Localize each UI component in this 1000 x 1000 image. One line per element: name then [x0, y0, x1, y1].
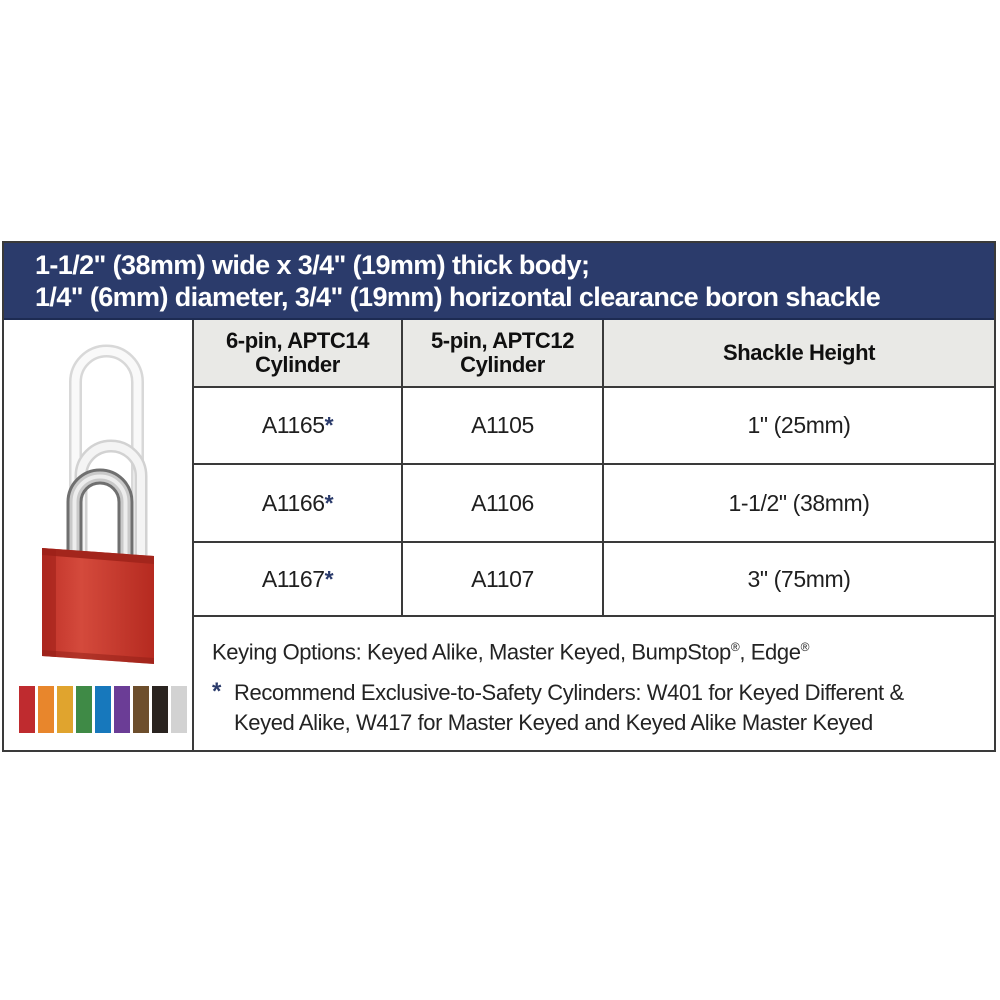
- color-swatches: [19, 686, 187, 733]
- swatch-green: [76, 686, 92, 733]
- table-row: [194, 543, 994, 617]
- header-shackle-height: Shackle Height: [722, 340, 876, 365]
- cell-code5: A1105: [403, 388, 604, 463]
- footnote-asterisk: *: [212, 678, 221, 706]
- cell-code6: A1166 *: [194, 465, 403, 541]
- table-header-row: [194, 320, 994, 388]
- registered-mark-icon: ®: [730, 640, 740, 654]
- spec-banner: [4, 243, 994, 320]
- note-text: Recommend Exclusive-to-Safety Cylinders: W401 for Keyed Different & Keyed Alike, W417 for Master Keyed and Keyed Alike Master Keyed: [234, 680, 904, 736]
- registered-mark-icon: ®: [800, 640, 810, 654]
- footnote-asterisk: *: [324, 489, 334, 516]
- table-row: [194, 465, 994, 543]
- swatch-silver: [171, 686, 187, 733]
- lock-body-icon: [42, 548, 154, 664]
- cell-code6: A1167 *: [194, 543, 403, 615]
- footnote-asterisk: *: [324, 565, 334, 592]
- swatch-brown: [133, 686, 149, 733]
- cylinder-recommendation-note: [212, 678, 980, 738]
- swatch-purple: [114, 686, 130, 733]
- padlock-illustration-icon: [4, 324, 194, 684]
- header-5pin-cylinder: 5-pin, APTC12 Cylinder: [403, 320, 604, 386]
- footnote-asterisk: *: [324, 412, 334, 438]
- cell-shackle-height: 3" (75mm): [747, 565, 851, 592]
- cell-shackle-height: 1" (25mm): [747, 412, 851, 438]
- header-6pin-cylinder: 6-pin, APTC14 Cylinder: [194, 320, 403, 386]
- keying-options-text: Keying Options: Keyed Alike, Master Keyed, BumpStop®, Edge®: [212, 639, 810, 665]
- swatch-gold: [57, 686, 73, 733]
- cell-shackle-height: 1-1/2" (38mm): [728, 489, 870, 516]
- cell-code6: A1165 *: [194, 388, 403, 463]
- spec-sheet: [2, 241, 996, 752]
- banner-line-1: 1-1/2" (38mm) wide x 3/4" (19mm) thick body;: [35, 249, 590, 280]
- product-image-column: [4, 320, 194, 750]
- swatch-black: [152, 686, 168, 733]
- swatch-orange: [38, 686, 54, 733]
- banner-line-2: 1/4" (6mm) diameter, 3/4" (19mm) horizontal clearance boron shackle: [35, 281, 881, 312]
- cell-code5: A1106: [403, 465, 604, 541]
- table-footer: [194, 617, 994, 750]
- spec-table: [194, 320, 994, 750]
- swatch-blue: [95, 686, 111, 733]
- swatch-red: [19, 686, 35, 733]
- table-row: [194, 388, 994, 465]
- cell-code5: A1107: [403, 543, 604, 615]
